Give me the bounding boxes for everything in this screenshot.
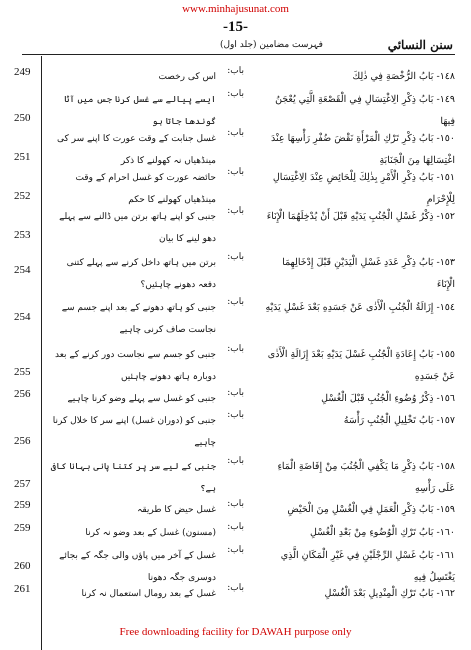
toc-urdu-title: جنبی کو (دوران غسل) اپنے سر کا خلال کرنا چاہیے (52, 416, 216, 448)
book-title: سنن النسائي (387, 38, 453, 52)
toc-page-number: 250 (14, 112, 31, 124)
toc-arabic-title: ١٥٧- بَابُ تَخْلِيلِ الْجُنُبِ رَأْسَهُ (343, 415, 455, 426)
footer-notice[interactable]: Free downloading facility for DAWAH purpose only (119, 626, 352, 638)
toc-urdu-title: اس کی رخصت (158, 72, 216, 82)
toc-bab-label: باب: (227, 545, 244, 555)
source-url[interactable]: www.minhajusunat.com (182, 3, 289, 15)
toc-urdu-title: برتن میں ہاتھ داخل کرنے سے پہلے کتنی دفعہ دھونے چاہئیں؟ (66, 258, 216, 290)
toc-page-number: 255 (14, 366, 31, 378)
toc-page-number: 251 (14, 151, 31, 163)
toc-arabic-title: ١٥٩- بَابُ ذِكْرِ الْعَمَلِ فِي الْغُسْلِ مِنَ الْحَيْضِ (287, 504, 455, 515)
toc-page-number: 252 (14, 190, 31, 202)
toc-urdu-title: غسل جنابت کے وقت عورت کا اپنے سر کی مینڈھیاں نہ کھولنے کا ذکر (57, 134, 216, 166)
toc-urdu-title: غسل حیض کا طریقہ (137, 505, 216, 515)
toc-urdu-title: غسل کے آخر میں پاؤں والی جگہ کے بجائے دوسری جگہ دھونا (59, 551, 216, 583)
toc-urdu-title: غسل کے بعد رومال استعمال نہ کرنا (81, 589, 216, 599)
toc-arabic-title: ١٥١- بَابُ ذِكْرِ الْأَمْرِ بِذٰلِكَ لِلْحَائِضِ عِنْدَ الِاغْتِسَالِ لِلْإِحْرَامِ (272, 172, 455, 205)
contents-title: فہرست مضامین (جلد اول) (220, 40, 323, 50)
toc-bab-label: باب: (227, 206, 244, 216)
toc-page-number: 256 (14, 388, 31, 400)
toc-arabic-title: ١٥٨- بَابُ ذِكْرِ مَا يَكْفِي الْجُنُبَ مِنْ إِفَاضَةِ الْمَاءِ عَلَى رَأْسِهِ (277, 461, 455, 494)
toc-arabic-title: ١٦١- بَابُ غَسْلِ الرِّجْلَيْنِ فِي غَيْرِ الْمَكَانِ الَّذِي يَغْتَسِلُ فِيهِ (280, 550, 455, 583)
toc-arabic-title: ١٥٦- ذِكْرُ وُضُوءِ الْجُنُبِ قَبْلَ الْغُسْلِ (321, 393, 455, 404)
toc-page-number: 257 (14, 478, 31, 490)
toc-bab-label: باب: (227, 167, 244, 177)
toc-bab-label: باب: (227, 297, 244, 307)
toc-arabic-title: ١٤٨- بَابُ الرُّخْصَةِ فِي ذٰلِكَ (352, 71, 455, 82)
toc-page-number: 261 (14, 583, 31, 595)
toc-urdu-title: جنبی کے لیے سر پر کتنا پانی بہانا کافی ہے؟ (50, 462, 216, 494)
toc-bab-label: باب: (227, 128, 244, 138)
toc-bab-label: باب: (227, 66, 244, 76)
toc-page-number: 256 (14, 435, 31, 447)
header-divider (22, 54, 455, 55)
toc-arabic-title: ١٥٤- إِزَالَةُ الْجُنُبِ الْأَذٰى عَنْ جَسَدِهِ بَعْدَ غَسْلِ يَدَيْهِ (265, 302, 455, 313)
toc-page-number: 259 (14, 522, 31, 534)
toc-arabic-title: ١٥٣- بَابُ ذِكْرِ عَدَدِ غَسْلِ الْيَدَيْنِ قَبْلَ إِدْخَالِهِمَا الْإِنَاءَ (282, 257, 455, 290)
toc-arabic-title: ١٦٢- بَابُ تَرْكِ الْمِنْدِيلِ بَعْدَ الْغُسْلِ (324, 588, 455, 599)
toc-bab-label: باب: (227, 456, 244, 466)
page-number: -15- (223, 19, 248, 35)
toc-page-number: 249 (14, 66, 31, 78)
toc-bab-label: باب: (227, 388, 244, 398)
toc-urdu-title: جنبی کو غسل سے پہلے وضو کرنا چاہیے (67, 394, 216, 404)
toc-page-number: 253 (14, 229, 31, 241)
toc-urdu-title: جنبی کو جسم سے نجاست دور کرنے کے بعد دوبارہ ہاتھ دھونے چاہئیں (54, 350, 216, 382)
toc-bab-label: باب: (227, 410, 244, 420)
toc-page-number: 259 (14, 499, 31, 511)
toc-urdu-title: جنبی کو اپنے ہاتھ برتن میں ڈالنے سے پہلے دھو لینے کا بیان (59, 212, 216, 244)
toc-bab-label: باب: (227, 583, 244, 593)
toc-arabic-title: ١٥٥- بَابُ إِعَادَةِ الْجُنُبِ غَسْلَ يَدَيْهِ بَعْدَ إِزَالَةِ الْأَذٰى عَنْ جَسَدِهِ (267, 349, 455, 382)
toc-page-number: 254 (14, 311, 31, 323)
toc-urdu-title: (مسنون) غسل کے بعد وضو نہ کرنا (85, 528, 216, 538)
toc-bab-label: باب: (227, 499, 244, 509)
toc-bab-label: باب: (227, 252, 244, 262)
toc-arabic-title: ١٥٢- ذِكْرُ غَسْلِ الْجُنُبِ يَدَيْهِ قَبْلَ أَنْ يُدْخِلَهُمَا الْإِنَاءَ (266, 211, 455, 222)
toc-urdu-title: حائضہ عورت کو غسل احرام کے وقت مینڈھیاں کھولنے کا حکم (75, 173, 216, 205)
toc-urdu-title: ایسے پیالے سے غسل کرنا جس میں آٹا گوندھا جاتا ہو (64, 95, 216, 127)
toc-bab-label: باب: (227, 522, 244, 532)
toc-arabic-title: ١٥٠- بَابُ ذِكْرِ تَرْكِ الْمَرْأَةِ نَقْضَ ضُفْرِ رَأْسِهَا عِنْدَ اغْتِسَالِهَا مِنَ الْجَنَابَةِ (271, 133, 455, 166)
toc-arabic-title: ١٤٩- بَابُ ذِكْرِ الِاغْتِسَالِ فِي الْقَصْعَةِ الَّتِي يُعْجَنُ فِيهَا (275, 94, 455, 127)
toc-bab-label: باب: (227, 344, 244, 354)
toc-urdu-title: جنبی کو ہاتھ دھونے کے بعد اپنے جسم سے نجاست صاف کرنی چاہیے (61, 303, 216, 335)
toc-bab-label: باب: (227, 89, 244, 99)
toc-page-number: 260 (14, 560, 31, 572)
toc-arabic-title: ١٦٠- بَابُ تَرْكِ الْوُضُوءِ مِنْ بَعْدِ الْغُسْلِ (309, 527, 455, 538)
toc-page-number: 254 (14, 264, 31, 276)
